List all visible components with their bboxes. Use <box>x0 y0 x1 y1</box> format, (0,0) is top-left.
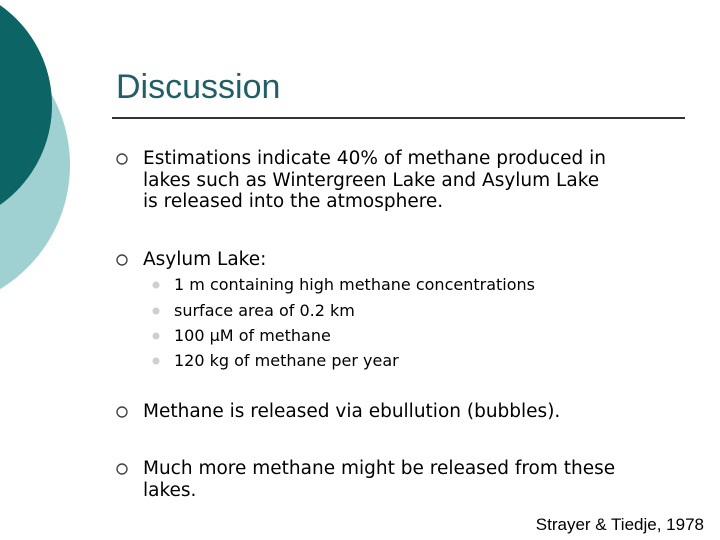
title-divider <box>112 117 685 119</box>
sub-item: 120 kg of methane per year <box>174 351 399 370</box>
bullet-text: Asylum Lake: <box>143 249 267 270</box>
bullet-text: Much more methane might be released from these lakes. <box>143 458 616 501</box>
citation: Strayer & Tiedje, 1978 <box>535 515 704 534</box>
slide-title: Discussion <box>116 68 281 106</box>
ring-bullet-icon <box>115 253 129 267</box>
dot-bullet-icon <box>152 307 160 315</box>
sub-item: 1 m containing high methane concentrations <box>174 275 535 294</box>
ring-bullet-icon <box>115 405 129 419</box>
bullet-text: Estimations indicate 40% of methane produced in lakes such as Wintergreen Lake and Asylum Lake is released into the atmosphere. <box>143 148 606 212</box>
dot-bullet-icon <box>152 357 160 365</box>
sub-item: surface area of 0.2 km <box>174 301 355 320</box>
ring-bullet-icon <box>115 462 129 476</box>
bullet-text: Methane is released via ebullution (bubbles). <box>143 401 561 422</box>
decorative-circles <box>0 0 80 300</box>
dot-bullet-icon <box>152 332 160 340</box>
sub-item: 100 µM of methane <box>174 326 331 345</box>
ring-bullet-icon <box>115 152 129 166</box>
dot-bullet-icon <box>152 281 160 289</box>
